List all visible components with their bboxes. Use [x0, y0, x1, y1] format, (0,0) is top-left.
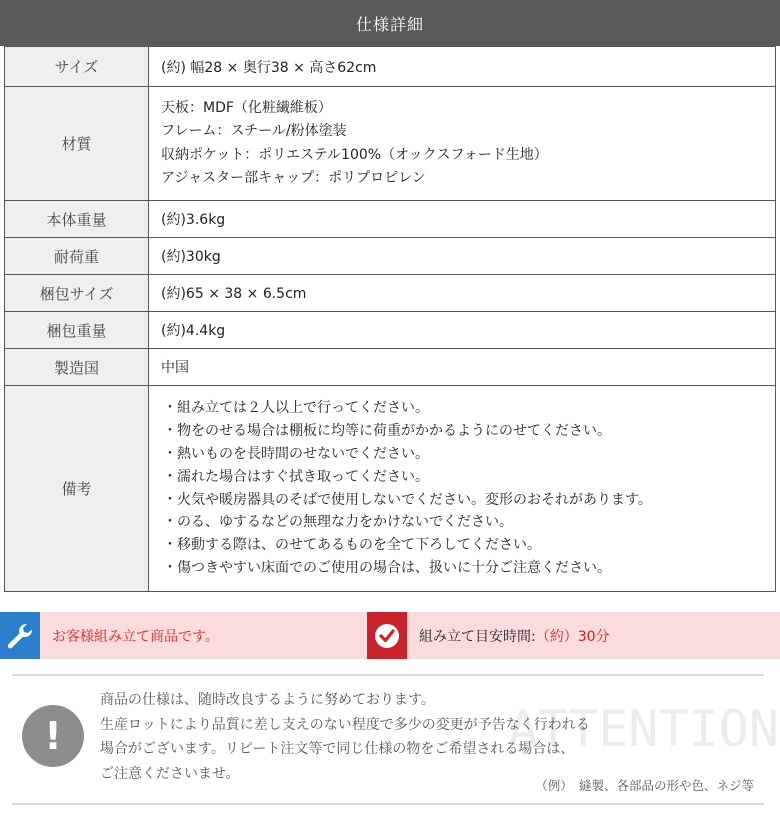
exclamation-icon: ! — [22, 705, 84, 767]
spec-table — [4, 46, 776, 592]
clock-icon — [367, 612, 407, 659]
spec-label-package-size: 梱包サイズ — [5, 275, 149, 312]
attention-line: 場合がございます。リピート注文等で同じ仕様の物をご希望される場合は、 — [100, 741, 575, 757]
assembly-notice — [0, 612, 367, 659]
note-item: ・組み立ては２人以上で行ってください。 — [163, 400, 429, 417]
table-row — [5, 386, 776, 592]
attention-line: 生産ロットにより品質に差し支えのない程度で多少の変更が予告なく行われる — [100, 716, 590, 733]
assembly-time — [367, 612, 780, 659]
note-item: ・傷つきやすい床面でのご使用の場合は、扱いに十分ご注意ください。 — [163, 559, 611, 576]
spec-label-load: 耐荷重 — [5, 238, 149, 275]
note-item: ・熱いものを長時間のせないでください。 — [163, 445, 429, 462]
spec-value-notes — [149, 386, 776, 592]
table-row — [5, 201, 776, 238]
note-item: ・移動する際は、のせてあるものを全て下ろしてください。 — [163, 537, 541, 554]
attention-example: （例） 縫製、各部品の形や色、ネジ等 — [535, 778, 754, 793]
note-item: ・濡れた場合はすぐ拭き取ってください。 — [163, 468, 429, 485]
divider — [12, 674, 764, 676]
spec-title: 仕様詳細 — [0, 0, 780, 46]
spec-value-origin: 中国 — [149, 349, 776, 386]
note-item: ・のる、ゆするなどの無理な力をかけないでください。 — [163, 514, 513, 531]
spec-value-load: (約)30kg — [149, 238, 776, 275]
spec-label-weight: 本体重量 — [5, 201, 149, 238]
spec-label-origin: 製造国 — [5, 349, 149, 386]
table-row — [5, 349, 776, 386]
attention-text — [100, 688, 660, 786]
table-row — [5, 47, 776, 87]
material-line: 天板：MDF（化粧繊維板） — [161, 99, 332, 116]
assembly-time-text — [419, 626, 610, 646]
spec-value-weight: (約)3.6kg — [149, 201, 776, 238]
attention-line: ご注意くださいませ。 — [100, 765, 240, 782]
table-row — [5, 275, 776, 312]
spec-value-package-weight: (約)4.4kg — [149, 312, 776, 349]
spec-value-material — [149, 87, 776, 201]
table-row — [5, 312, 776, 349]
divider — [12, 803, 764, 805]
spec-label-package-weight: 梱包重量 — [5, 312, 149, 349]
spec-label-notes: 備考 — [5, 386, 149, 592]
note-item: ・物をのせる場合は棚板に均等に荷重がかかるようにのせてください。 — [163, 423, 611, 440]
table-row — [5, 238, 776, 275]
attention-line: 商品の仕様は、随時改良するように努めております。 — [100, 692, 435, 708]
spec-label-material: 材質 — [5, 87, 149, 201]
material-line: フレーム：スチール/粉体塗装 — [161, 123, 347, 139]
attention-watermark: ATTENTION — [508, 700, 779, 758]
assembly-notice-text: お客様組み立て商品です。 — [52, 628, 219, 645]
assembly-time-label: 組み立て目安時間: — [419, 628, 536, 645]
spec-value-package-size: (約)65 × 38 × 6.5cm — [149, 275, 776, 312]
wrench-icon — [0, 612, 40, 659]
table-row — [5, 87, 776, 201]
assembly-time-value: （約）30分 — [535, 628, 610, 645]
note-item: ・火気や暖房器具のそばで使用しないでください。変形のおそれがあります。 — [163, 491, 652, 508]
spec-value-size: (約) 幅28 × 奥行38 × 高さ62cm — [149, 47, 776, 87]
spec-label-size: サイズ — [5, 47, 149, 87]
material-line: アジャスター部キャップ：ポリプロピレン — [161, 170, 426, 186]
material-line: 収納ポケット：ポリエステル100%（オックスフォード生地） — [161, 146, 548, 163]
